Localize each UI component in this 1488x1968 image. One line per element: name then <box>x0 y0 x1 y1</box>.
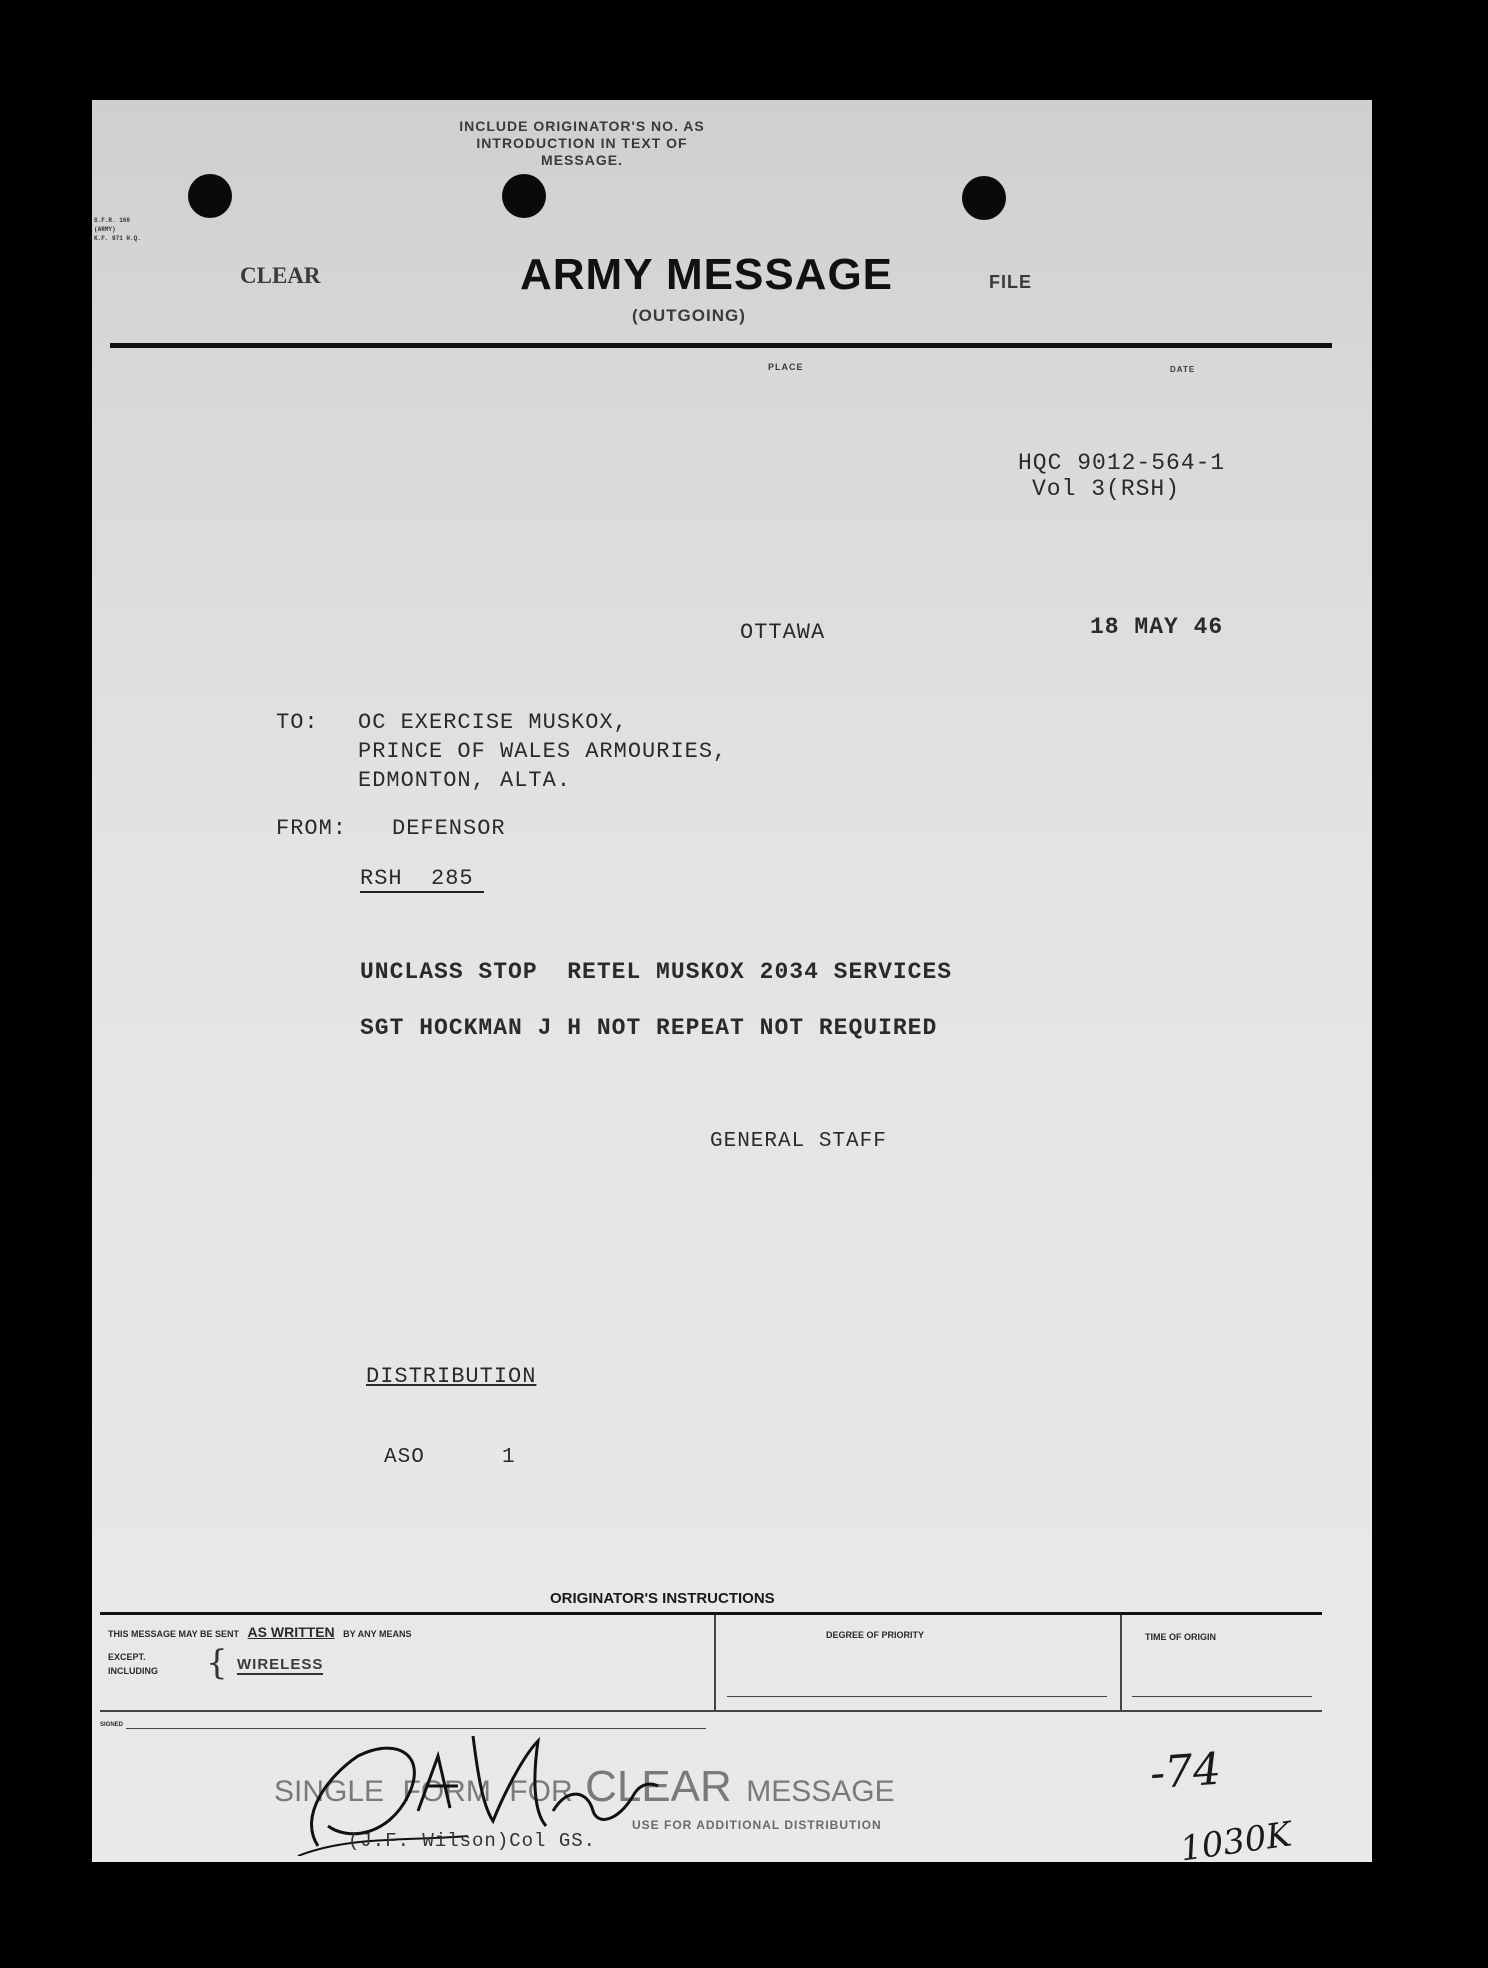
priority-box-rule <box>727 1696 1107 1697</box>
instructions-bottom-rule <box>100 1710 1322 1712</box>
sent-prefix: THIS MESSAGE MAY BE SENT <box>108 1629 240 1639</box>
distribution-entry: ASO <box>384 1446 425 1469</box>
header-rule <box>110 343 1332 348</box>
originator-number: RSH 285 <box>360 866 484 893</box>
form-code-1: S.F.R. 160 <box>94 217 131 224</box>
to-line-1: OC EXERCISE MUSKOX, <box>358 710 628 735</box>
except-label: EXCEPT. <box>108 1652 146 1662</box>
time-box-rule <box>1132 1696 1312 1697</box>
instructions-divider-1 <box>714 1615 716 1711</box>
instructions-divider-2 <box>1120 1615 1122 1711</box>
sent-method: AS WRITTEN <box>247 1624 335 1640</box>
clear-label: CLEAR <box>240 263 321 288</box>
instructions-header: ORIGINATOR'S INSTRUCTIONS <box>550 1590 775 1607</box>
signed-label: SIGNED <box>100 1722 124 1728</box>
footer-message: MESSAGE <box>746 1775 895 1808</box>
body-line-1: UNCLASS STOP RETEL MUSKOX 2034 SERVICES <box>360 959 953 985</box>
stamp-number: 1030K <box>1177 1814 1295 1870</box>
to-label: TO: <box>276 710 319 735</box>
place-label: PLACE <box>768 362 804 372</box>
form-subtitle: (OUTGOING) <box>632 306 746 325</box>
sent-suffix: BY ANY MEANS <box>343 1629 412 1639</box>
sent-line <box>108 1624 412 1640</box>
footer-single: SINGLE <box>274 1775 385 1808</box>
form-code-2: (ARMY) <box>94 226 116 233</box>
footer-form: FORM <box>402 1775 491 1808</box>
place-value: OTTAWA <box>740 620 826 645</box>
footer-for: FOR <box>509 1775 573 1808</box>
file-label: FILE <box>989 272 1032 292</box>
include-note-line-1: INCLUDE ORIGINATOR'S NO. AS <box>459 118 705 134</box>
from-value: DEFENSOR <box>392 816 506 841</box>
message-body <box>360 944 952 1056</box>
to-address <box>358 708 727 795</box>
footer-clear: CLEAR <box>585 1762 732 1811</box>
typed-signature: (J.F. Wilson)Col GS. <box>348 1830 597 1852</box>
date-label: DATE <box>1170 365 1196 374</box>
include-note-line-2: INTRODUCTION IN TEXT OF <box>476 135 688 151</box>
body-line-2: SGT HOCKMAN J H NOT REPEAT NOT REQUIRED <box>360 1015 938 1041</box>
include-note <box>452 118 712 169</box>
file-reference-line-1: HQC 9012-564-1 <box>1018 450 1226 476</box>
to-line-3: EDMONTON, ALTA. <box>358 768 572 793</box>
from-label: FROM: <box>276 816 348 841</box>
signature-block: GENERAL STAFF <box>710 1130 887 1153</box>
punch-hole-left <box>188 174 232 218</box>
form-title: ARMY MESSAGE <box>520 250 894 299</box>
message-form-sheet <box>92 100 1372 1870</box>
including-label: INCLUDING <box>108 1666 158 1676</box>
file-reference-line-2: Vol 3(RSH) <box>1032 476 1181 502</box>
include-note-line-3: MESSAGE. <box>541 152 623 168</box>
brace-icon: { <box>206 1643 228 1683</box>
footer-use-note: USE FOR ADDITIONAL DISTRIBUTION <box>632 1818 882 1832</box>
instructions-top-rule <box>100 1612 1322 1615</box>
distribution-label: DISTRIBUTION <box>366 1364 537 1389</box>
form-code-3: K.F. 971 H.Q. <box>94 235 141 242</box>
file-reference <box>1018 450 1225 502</box>
time-origin-label: TIME OF ORIGIN <box>1145 1632 1216 1642</box>
page-number: -74 <box>1148 1743 1223 1800</box>
to-line-2: PRINCE OF WALES ARMOURIES, <box>358 739 728 764</box>
wireless-value: WIRELESS <box>237 1656 324 1673</box>
date-value: 18 MAY 46 <box>1090 614 1224 640</box>
distribution-count: 1 <box>502 1446 516 1469</box>
form-code-block <box>94 216 141 243</box>
priority-label: DEGREE OF PRIORITY <box>826 1630 925 1640</box>
punch-hole-right <box>962 176 1006 220</box>
punch-hole-center <box>502 174 546 218</box>
